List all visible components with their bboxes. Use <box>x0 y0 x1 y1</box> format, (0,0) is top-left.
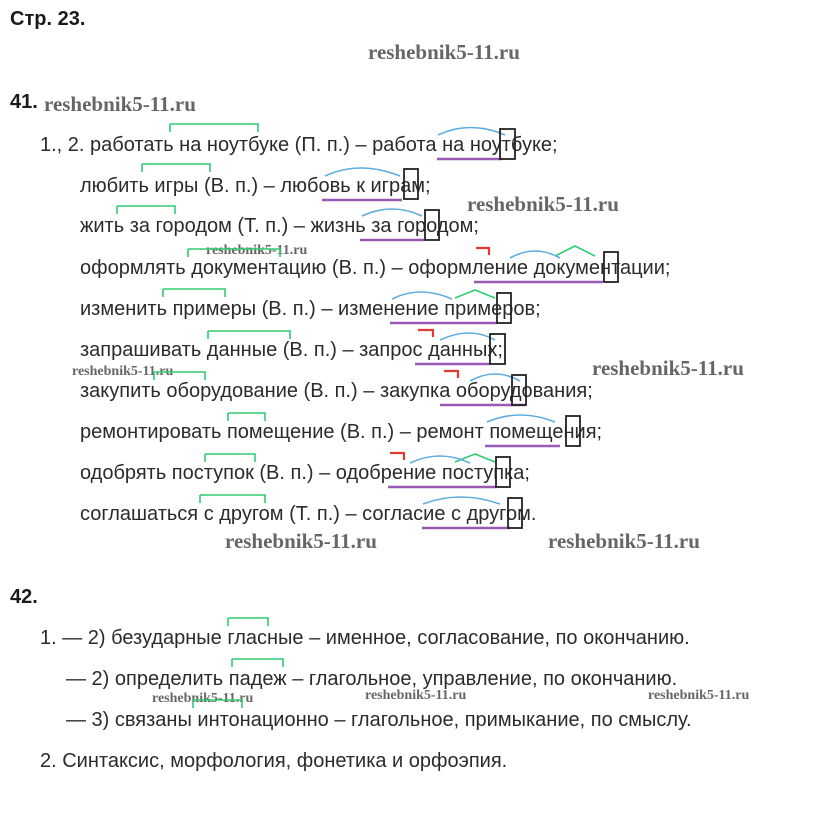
watermark: reshebnik5-11.ru <box>592 356 744 380</box>
watermark: reshebnik5-11.ru <box>152 691 254 706</box>
watermark: reshebnik5-11.ru <box>44 92 196 116</box>
task-41-line-7: закупить оборудование (В. п.) – закупка оборудования; <box>80 380 593 402</box>
connection-mark <box>170 124 258 132</box>
page-header: Стр. 23. <box>10 8 86 30</box>
prefix-mark <box>444 371 458 378</box>
connection-mark <box>232 659 283 667</box>
connection-mark <box>163 289 225 297</box>
prefix-mark <box>476 248 489 255</box>
task-41-line-1: 1., 2. работать на ноутбуке (П. п.) – работа на ноутбуке; <box>40 134 558 156</box>
prefix-mark <box>390 453 404 460</box>
task-41-line-10: соглашаться с другом (Т. п.) – согласие с другом. <box>80 503 537 525</box>
task-42-number: 42. <box>10 586 38 608</box>
watermark: reshebnik5-11.ru <box>548 529 700 553</box>
task-41-line-6: запрашивать данные (В. п.) – запрос данных; <box>80 339 503 361</box>
watermark: reshebnik5-11.ru <box>225 529 377 553</box>
task-42-line-2: — 2) определить падеж – глагольное, управление, по окончанию. <box>66 668 678 690</box>
connection-mark <box>228 618 268 626</box>
watermark: reshebnik5-11.ru <box>72 364 174 379</box>
ending-mark <box>555 246 595 256</box>
task-42-line-3: — 3) связаны интонационно – глагольное, примыкание, по смыслу. <box>66 709 692 731</box>
connection-mark <box>142 164 210 172</box>
task-41-line-2: любить игры (В. п.) – любовь к играм; <box>80 175 431 197</box>
task-41-line-4: оформлять документацию (В. п.) – оформление документации; <box>80 257 671 279</box>
task-41-line-3: жить за городом (Т. п.) – жизнь за городом; <box>80 215 479 237</box>
watermark: reshebnik5-11.ru <box>648 688 750 703</box>
watermark: reshebnik5-11.ru <box>206 243 308 258</box>
task-41-line-9: одобрять поступок (В. п.) – одобрение поступка; <box>80 462 530 484</box>
task-41-line-8: ремонтировать помещение (В. п.) – ремонт помещения; <box>80 421 603 443</box>
connection-mark <box>117 206 175 214</box>
watermark: reshebnik5-11.ru <box>365 688 467 703</box>
task-42-line-4: 2. Синтаксис, морфология, фонетика и орфоэпия. <box>40 750 508 772</box>
task-41-number: 41. <box>10 91 38 113</box>
task-42-line-1: 1. — 2) безударные гласные – именное, согласование, по окончанию. <box>40 627 690 649</box>
prefix-mark <box>418 330 433 337</box>
watermark: reshebnik5-11.ru <box>467 192 619 216</box>
task-41-line-5: изменить примеры (В. п.) – изменение примеров; <box>80 298 541 320</box>
watermark: reshebnik5-11.ru <box>368 40 520 64</box>
